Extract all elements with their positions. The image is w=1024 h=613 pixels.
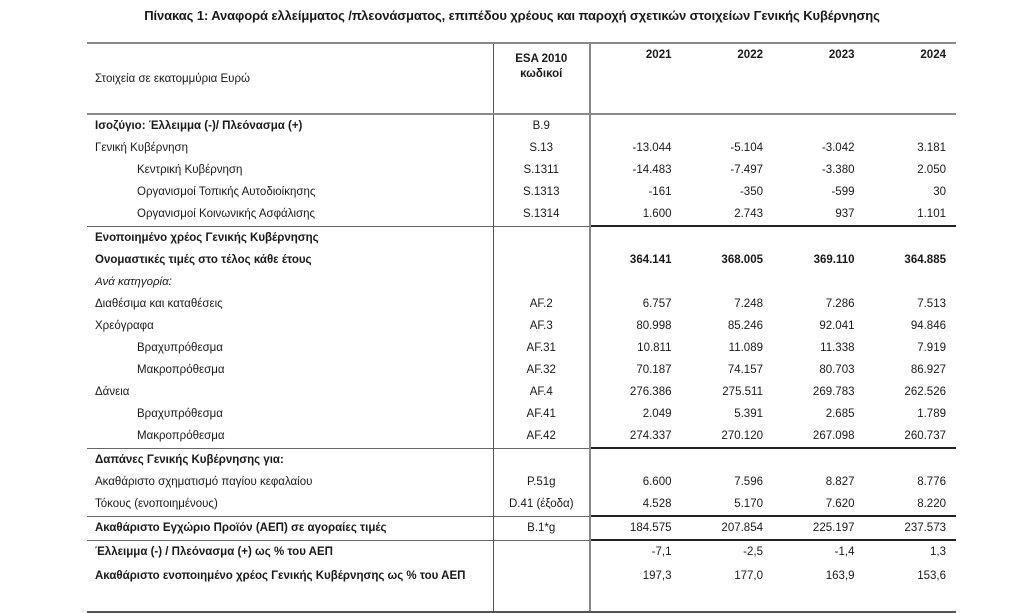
row-value: 368.005	[721, 254, 763, 266]
row-label: Ισοζύγιο: Έλλειμμα (-)/ Πλεόνασμα (+)	[95, 120, 303, 132]
row-value: 3.181	[917, 142, 946, 154]
row-value: 5.170	[734, 498, 763, 510]
row-value: -599	[831, 186, 855, 198]
row-value: 7.286	[825, 298, 855, 310]
row-label: Οργανισμοί Κοινωνικής Ασφάλισης	[137, 208, 316, 221]
row-value: 207.854	[682, 516, 774, 540]
table-row	[87, 448, 956, 471]
row-label: Ακαθάριστο Εγχώριο Προϊόν (ΑΕΠ) σε αγοραίες τιμές	[87, 516, 493, 540]
row-value	[865, 448, 957, 471]
row-value: 937	[835, 208, 855, 220]
row-value: -161	[648, 186, 672, 198]
row-label: Έλλειμμα (-) / Πλεόνασμα (+) ως % του ΑΕΠ	[87, 540, 493, 563]
row-value: 8.220	[917, 498, 946, 510]
row-code: AF.41	[493, 403, 590, 425]
row-code	[493, 226, 590, 249]
row-value: 2.050	[917, 164, 946, 176]
table-row	[87, 315, 956, 337]
row-value: -13.044	[632, 142, 672, 154]
table-row	[87, 337, 956, 359]
table-row	[87, 403, 956, 425]
row-value: 7.513	[917, 298, 946, 310]
row-value	[682, 448, 774, 471]
row-label: Ανά κατηγορία:	[95, 276, 172, 288]
header-year: 2022	[682, 43, 774, 114]
row-value: 70.187	[636, 364, 672, 376]
row-value: 86.927	[910, 364, 946, 376]
row-label: Ακαθάριστο ενοποιημένο χρέος Γενικής Κυβέρνησης ως % του ΑΕΠ	[87, 563, 493, 612]
row-value: 274.337	[629, 430, 672, 442]
table-row	[87, 293, 956, 315]
row-value	[590, 271, 682, 293]
table-row	[87, 563, 956, 612]
row-value: -7.497	[730, 164, 763, 176]
row-code: AF.42	[493, 425, 590, 448]
row-code: B.9	[493, 114, 590, 137]
row-code	[493, 563, 590, 612]
row-label: Διαθέσιμα και καταθέσεις	[95, 298, 223, 310]
row-value: 1.789	[917, 408, 946, 420]
row-value: 10.811	[637, 342, 672, 354]
row-value: 177,0	[682, 563, 774, 612]
row-value: 85.246	[727, 320, 763, 332]
row-value: 270.120	[721, 430, 763, 442]
row-value	[682, 114, 774, 137]
row-code: AF.2	[493, 293, 590, 315]
row-value: -350	[739, 186, 763, 198]
row-value	[865, 271, 957, 293]
row-code: AF.3	[493, 315, 590, 337]
row-label: Χρεόγραφα	[95, 320, 154, 332]
row-code	[493, 448, 590, 471]
row-value: -1,4	[773, 540, 865, 563]
row-code: AF.31	[493, 337, 590, 359]
row-value: 5.391	[734, 408, 763, 420]
row-value: 6.757	[642, 298, 672, 310]
row-label: Οργανισμοί Τοπικής Αυτοδιοίκησης	[137, 186, 316, 198]
row-label: Ακαθάριστο σχηματισμό παγίου κεφαλαίου	[95, 476, 313, 488]
row-value: 364.141	[629, 254, 672, 266]
row-code: S.1314	[493, 203, 590, 226]
row-value: 269.783	[812, 386, 855, 398]
row-value: 1.101	[917, 208, 946, 220]
row-value	[590, 226, 682, 249]
row-value: 2.049	[642, 408, 672, 420]
table-row	[87, 137, 956, 159]
row-label: Μακροπρόθεσμα	[137, 364, 225, 376]
row-value: 30	[933, 186, 946, 198]
row-code	[493, 271, 590, 293]
table-row	[87, 381, 956, 403]
row-value: -3.380	[821, 164, 855, 176]
row-label: Κεντρική Κυβέρνηση	[137, 164, 243, 176]
row-label: Βραχυπρόθεσμα	[137, 342, 223, 354]
row-value: 7.919	[917, 342, 946, 354]
header-units-label: Στοιχεία σε εκατομμύρια Ευρώ	[87, 43, 493, 114]
table-title: Πίνακας 1: Αναφορά ελλείμματος /πλεονάσματος, επιπέδου χρέους και παροχή σχετικών στοιχείων Γενικής Κυβέρνησης	[144, 8, 880, 23]
row-code	[493, 540, 590, 563]
row-value	[773, 114, 865, 137]
row-value: -5.104	[730, 142, 763, 154]
row-value	[773, 271, 865, 293]
row-code: S.13	[493, 137, 590, 159]
header-year: 2021	[590, 43, 682, 114]
row-value	[865, 114, 957, 137]
table-row	[87, 516, 956, 540]
row-code: AF.32	[493, 359, 590, 381]
row-value: 80.703	[819, 364, 855, 376]
row-label: Δαπάνες Γενικής Κυβέρνησης για:	[87, 448, 493, 471]
table-row	[87, 271, 956, 293]
table-row	[87, 425, 956, 448]
table-row	[87, 181, 956, 203]
row-value: 7.248	[734, 298, 763, 310]
row-code: B.1*g	[493, 516, 590, 540]
row-value: -14.483	[632, 164, 672, 176]
row-label: Ονομαστικές τιμές στο τέλος κάθε έτους	[95, 254, 312, 266]
table-row	[87, 249, 956, 271]
header-year: 2024	[865, 43, 957, 114]
row-value: 1,3	[865, 540, 957, 563]
header-row	[87, 43, 956, 114]
row-code: D.41 (έξοδα)	[493, 493, 590, 516]
row-code: S.1313	[493, 181, 590, 203]
row-code: S.1311	[493, 159, 590, 181]
row-value: 225.197	[773, 516, 865, 540]
row-value: 6.600	[642, 476, 672, 488]
row-value: 275.511	[722, 386, 763, 398]
row-value	[682, 226, 774, 249]
row-value: 369.110	[813, 254, 855, 266]
row-value: 260.737	[904, 430, 946, 442]
row-value: 92.041	[819, 320, 855, 332]
header-esa-code	[493, 43, 590, 114]
row-value	[590, 448, 682, 471]
row-value: 4.528	[642, 498, 672, 510]
table-row	[87, 493, 956, 516]
row-label: Γενική Κυβέρνηση	[95, 142, 188, 154]
row-value	[773, 448, 865, 471]
row-value: 2.743	[734, 208, 763, 220]
row-value: 267.098	[812, 430, 855, 442]
table-row	[87, 226, 956, 249]
row-value: 237.573	[865, 516, 957, 540]
row-label: Ενοποιημένο χρέος Γενικής Κυβέρνησης	[87, 226, 493, 249]
row-value: 7.620	[825, 498, 855, 510]
row-code: AF.4	[493, 381, 590, 403]
header-year: 2023	[773, 43, 865, 114]
table-row	[87, 159, 956, 181]
row-code: P.51g	[493, 471, 590, 493]
row-value: 94.846	[910, 320, 946, 332]
table-row	[87, 540, 956, 563]
row-label: Τόκους (ενοποιημένους)	[95, 498, 218, 511]
row-value: -2,5	[682, 540, 774, 563]
table-row	[87, 203, 956, 226]
row-label: Βραχυπρόθεσμα	[137, 408, 223, 420]
row-value	[590, 114, 682, 137]
row-value: 163,9	[773, 563, 865, 612]
header-esa-line2: κωδικοί	[520, 68, 563, 80]
row-value: -3.042	[821, 142, 855, 154]
row-value: 80.998	[636, 320, 672, 332]
table-row	[87, 359, 956, 381]
header-esa-line1: ESA 2010	[515, 53, 568, 65]
row-value: 2.685	[825, 408, 855, 420]
row-label: Μακροπρόθεσμα	[137, 430, 225, 443]
row-value: 8.776	[917, 476, 946, 488]
government-finance-table	[87, 42, 956, 613]
row-value: 364.885	[904, 254, 946, 266]
row-value: 11.338	[820, 342, 855, 354]
table-row	[87, 114, 956, 137]
row-value	[773, 226, 865, 249]
row-value: 1.600	[642, 208, 672, 220]
row-value: 262.526	[904, 386, 946, 398]
row-value: 74.157	[727, 364, 763, 376]
row-value: 153,6	[865, 563, 957, 612]
row-value: 8.827	[825, 476, 855, 488]
row-value	[865, 226, 957, 249]
row-label: Δάνεια	[95, 386, 130, 398]
row-value	[682, 271, 774, 293]
row-value: 184.575	[590, 516, 682, 540]
row-value: 11.089	[728, 342, 763, 354]
row-value: 197,3	[590, 563, 682, 612]
table-row	[87, 471, 956, 493]
row-value: 276.386	[629, 386, 672, 398]
row-code	[493, 249, 590, 271]
row-value: 7.596	[734, 476, 763, 488]
row-value: -7,1	[590, 540, 682, 563]
